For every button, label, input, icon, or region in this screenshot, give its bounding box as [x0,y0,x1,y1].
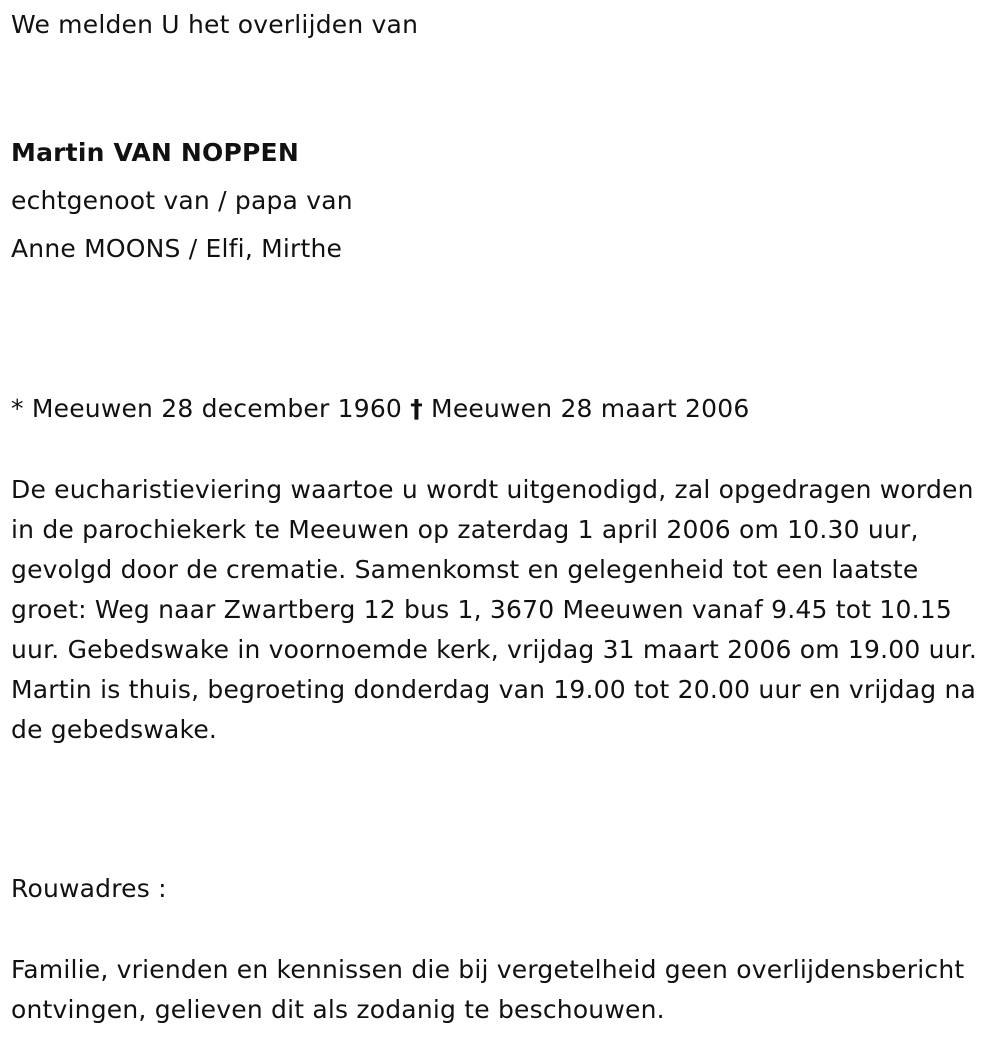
relation-text: echtgenoot van / papa van [11,186,353,215]
family-names: Anne MOONS / Elfi, Mirthe [11,234,343,263]
life-dates [11,389,749,429]
ceremony-paragraph: De eucharistieviering waartoe u wordt uitgenodigd, zal opgedragen worden in de parochiekerk te Meeuwen op zaterdag 1 april 2006 om 10.30 uur, gevolgd door de crematie. Samenkomst en gelegenheid tot een laatste groet: Weg naar Zwartberg 12 bus 1, 3670 Meeuwen vanaf 9.45 tot 10.15 uur. Gebedswake in voornoemde kerk, vrijdag 31 maart 2006 om 19.00 uur. Martin is thuis, begroeting donderdag van 19.00 tot 20.00 uur en vrijdag na de gebedswake. [11,475,978,744]
birth-date: * Meeuwen 28 december 1960 [11,394,403,423]
deceased-name: Martin VAN NOPPEN [11,138,299,167]
address-label: Rouwadres : [11,874,167,903]
death-date: Meeuwen 28 maart 2006 [431,394,750,423]
intro-text: We melden U het overlijden van [11,10,419,39]
cross-icon: † [410,394,423,423]
closing-paragraph: Familie, vrienden en kennissen die bij vergetelheid geen overlijdensbericht ontvingen, gelieven dit als zodanig te beschouwen. [11,955,965,1024]
